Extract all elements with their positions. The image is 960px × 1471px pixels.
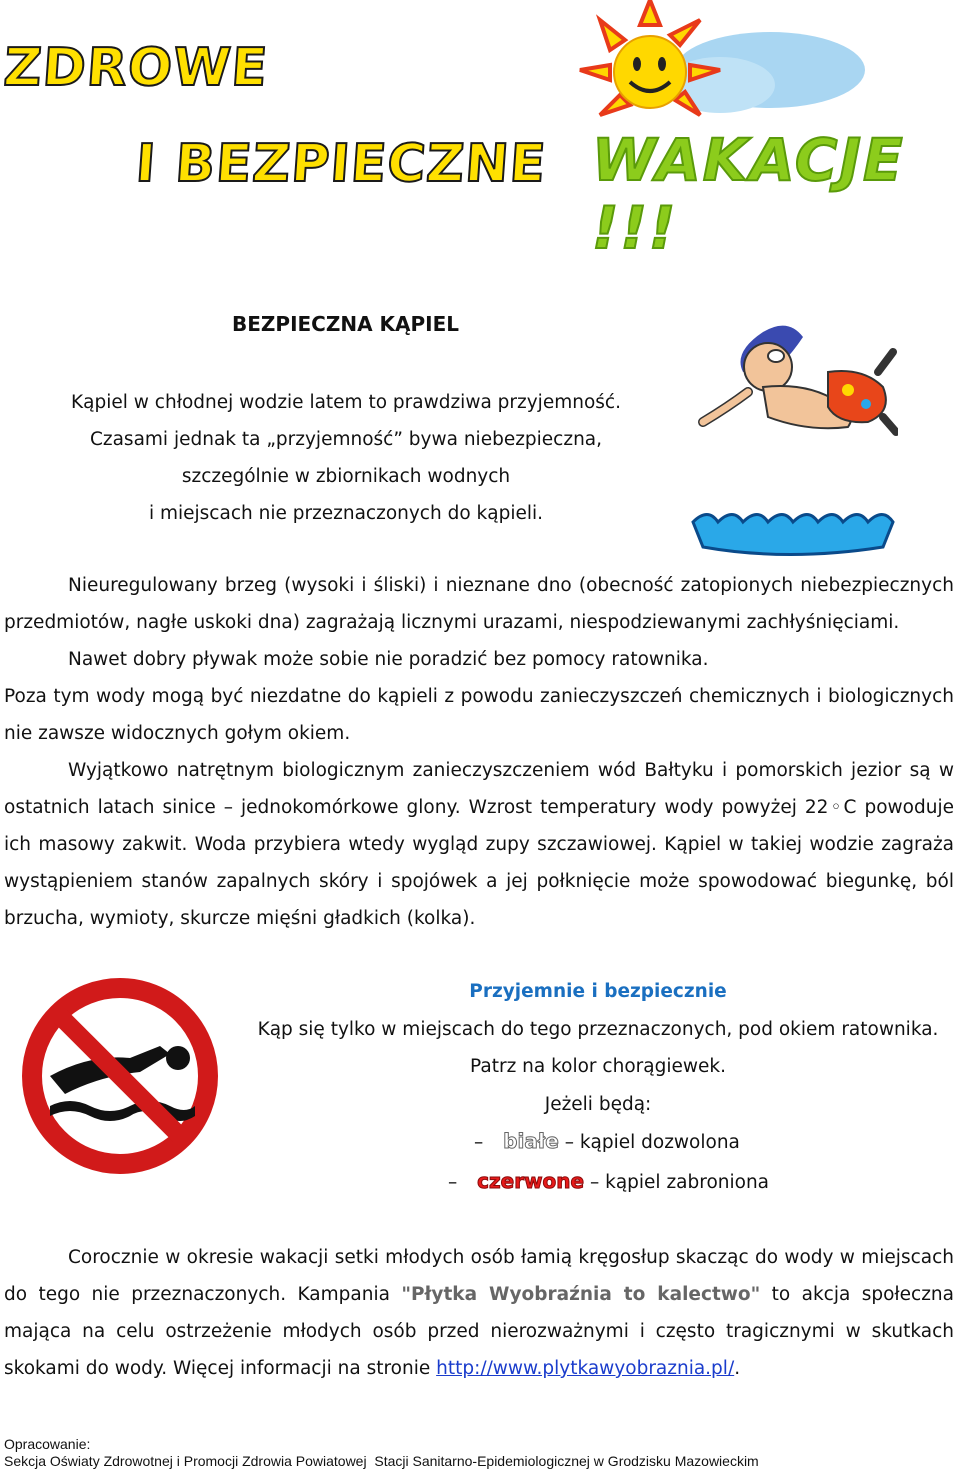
intro-line: Czasami jednak ta „przyjemność” bywa niebezpieczna, xyxy=(89,429,603,450)
flag-white-row xyxy=(474,1124,740,1160)
flag-white-word: białe xyxy=(503,1129,559,1153)
paragraph-pollution: Poza tym wody mogą być niezdatne do kąpieli z powodu zanieczyszczeń chemicznych i biologicznych nie zawsze widocznych gołym okiem. xyxy=(4,686,954,744)
safety-heading: Przyjemnie i bezpiecznie xyxy=(469,981,727,1002)
intro-line: szczególnie w zbiornikach wodnych xyxy=(181,466,511,487)
paragraph-swimmer: Nawet dobry pływak może sobie nie poradzić bez pomocy ratownika. xyxy=(68,649,709,670)
title-line-1: ZDROWE xyxy=(1,38,271,98)
intro-block xyxy=(20,384,672,532)
intro-line: Kąpiel w chłodnej wodzie latem to prawdziwa przyjemność. xyxy=(71,392,621,413)
no-swimming-sign xyxy=(20,976,220,1176)
intro-line: i miejscach nie przeznaczonych do kąpieli. xyxy=(148,503,544,524)
dash: – xyxy=(474,1132,484,1153)
paragraph-cyanobacteria: Wyjątkowo natrętnym biologicznym zanieczyszczeniem wód Bałtyku i pomorskich jezior są w ostatnich latach sinice – jednokomórkowe glony. Wzrost temperatury wody powyżej 22◦C powoduje ich masowy zakwit. Woda przybiera wtedy wygląd zupy szczawiowej. Kąpiel w takiej wodzie zagraża wystąpieniem stanów zapalnych skóry i spojówek a jej połknięcie może spowodować biegunkę, ból brzucha, wymioty, skurcze mięśni gładkich (kolka). xyxy=(4,760,954,929)
sun-cloud-logo xyxy=(570,0,960,120)
campaign-link[interactable]: http://www.plytkawyobraznia.pl/ xyxy=(436,1358,735,1379)
paragraph-shore: Nieuregulowany brzeg (wysoki i śliski) i nieznane dno (obecność zatopionych niebezpiecznych przedmiotów, nagłe uskoki dna) zagrażają licznymi urazami, niespodziewanymi zachłyśnięciami. xyxy=(4,575,954,633)
diver-illustration xyxy=(688,312,898,562)
safety-line: Patrz na kolor chorągiewek. xyxy=(470,1056,726,1077)
flag-red-row xyxy=(448,1164,769,1200)
safety-block xyxy=(240,973,956,1124)
water-waves xyxy=(693,515,893,555)
campaign-text: to akcja społeczna mająca na celu ostrzeżenie młodych osób przed nierozważnymi i często tragicznymi w skutkach skokami do wody. Więcej informacji na stronie xyxy=(4,1284,954,1379)
footer-org: Sekcja Oświaty Zdrowotnej i Promocji Zdrowia Powiatowej Stacji Sanitarno-Epidemiologicznej w Grodzisku Mazowieckim xyxy=(4,1453,759,1469)
title-line-2: I BEZPIECZNE xyxy=(133,134,549,194)
footer-label: Opracowanie: xyxy=(4,1436,91,1452)
flag-red-text: – kąpiel zabroniona xyxy=(589,1172,770,1193)
safety-line: Jeżeli będą: xyxy=(544,1094,652,1115)
dash: – xyxy=(448,1172,458,1193)
intro-heading: BEZPIECZNA KĄPIEL xyxy=(232,312,460,336)
campaign-name: "Płytka Wyobraźnia to kalectwo" xyxy=(401,1284,761,1305)
campaign-paragraph xyxy=(4,1239,954,1387)
flag-white-text: – kąpiel dozwolona xyxy=(564,1132,740,1153)
sun-face xyxy=(614,36,686,108)
logo-word: WAKACJE !!! xyxy=(592,126,905,262)
campaign-text: Corocznie w okresie wakacji setki młodych osób łamią kręgosłup skacząc do wody w miejscach do tego nie przeznaczonych. Kampania xyxy=(4,1247,954,1305)
safety-line: Kąp się tylko w miejscach do tego przeznaczonych, pod okiem ratownika. xyxy=(257,1019,939,1040)
campaign-end: . xyxy=(734,1358,741,1379)
flag-red-word: czerwone xyxy=(477,1169,585,1193)
